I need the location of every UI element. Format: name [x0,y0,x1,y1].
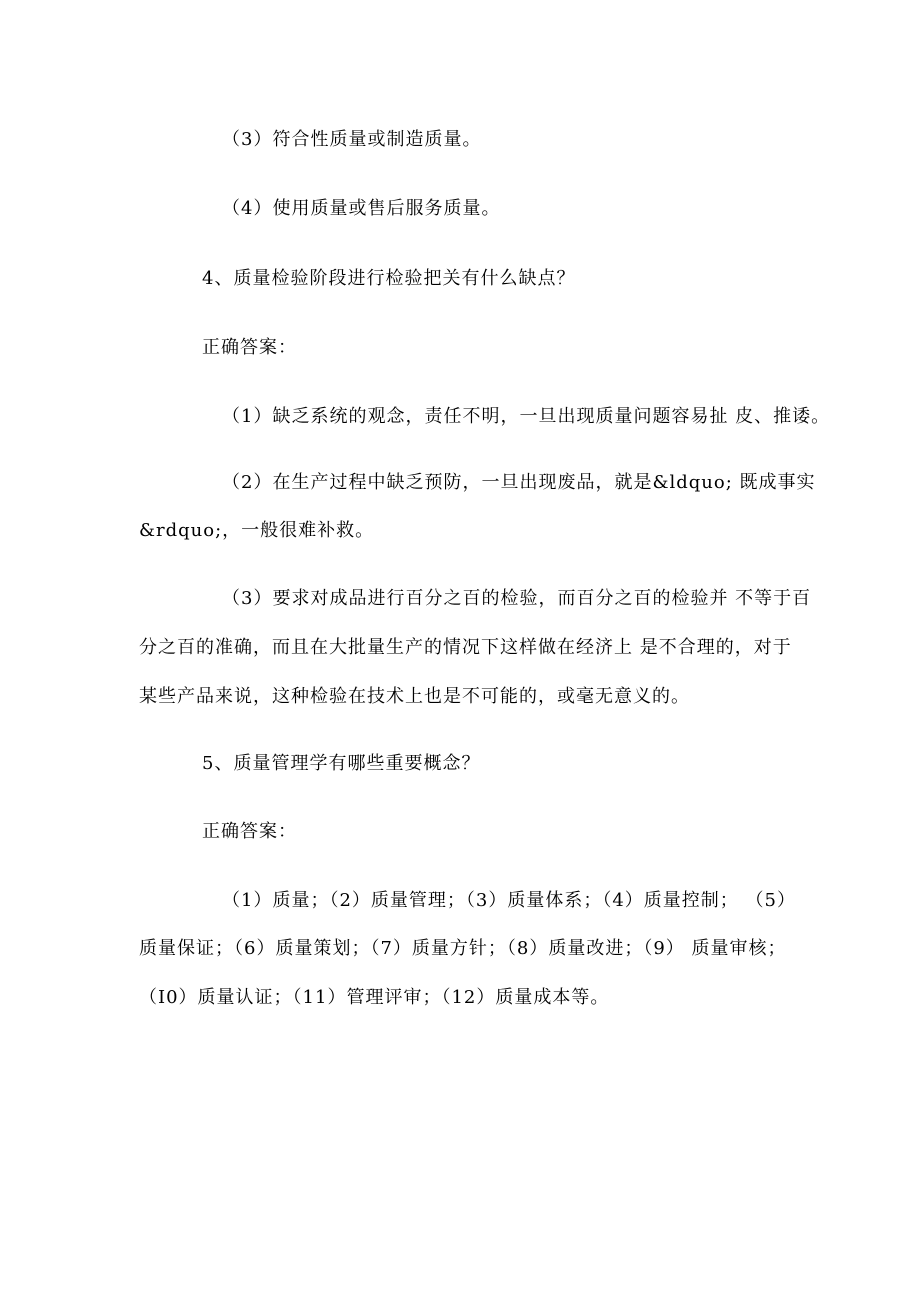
list-item-4: （4）使用质量或售后服务质量。 [222,198,501,219]
answer-4-point-3-line-3: 某些产品来说，这种检验在技术上也是不可能的，或毫无意义的。 [139,686,690,707]
answer-4-point-2-line-1: （2）在生产过程中缺乏预防，一旦出现废品，就是&ldquo; 既成事实 [222,472,816,493]
answer-4-point-2-line-2: &rdquo;，一般很难补救。 [139,520,375,541]
answer-4-point-3-line-1: （3）要求对成品进行百分之百的检验，而百分之百的检验并 不等于百 [222,588,812,609]
answer-label-5: 正确答案： [202,821,297,842]
answer-5-line-1: （1）质量；（2）质量管理；（3）质量体系；（4）质量控制； （5） [222,890,796,911]
answer-5-line-2: 质量保证；（6）质量策划；（7）质量方针；（8）质量改进；（9） 质量审核； [139,938,787,959]
answer-5-line-3: （I0）质量认证；（11）管理评审；（12）质量成本等。 [139,987,610,1008]
list-item-3: （3）符合性质量或制造质量。 [222,129,482,150]
question-5: 5、质量管理学有哪些重要概念？ [202,753,481,774]
question-4: 4、质量检验阶段进行检验把关有什么缺点？ [202,268,576,289]
answer-label-4: 正确答案： [202,337,297,358]
answer-4-point-1: （1）缺乏系统的观念，责任不明，一旦出现质量问题容易扯 皮、推诿。 [222,406,831,427]
answer-4-point-3-line-2: 分之百的准确，而且在大批量生产的情况下这样做在经济上 是不合理的，对于 [139,637,792,658]
